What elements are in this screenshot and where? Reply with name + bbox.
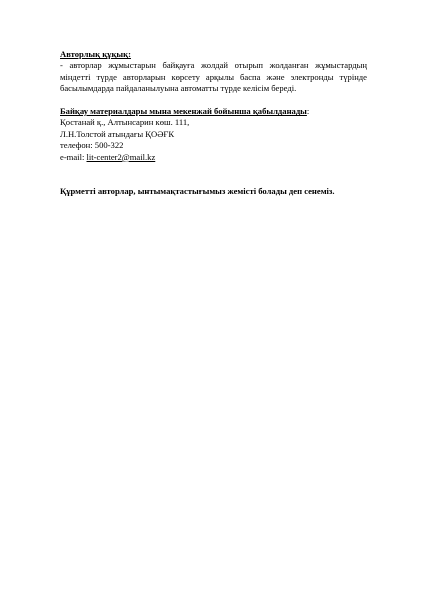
address-line-organization: Л.Н.Толстой атындағы ҚОӘҒК xyxy=(60,128,175,139)
address-email-line xyxy=(60,152,367,163)
address-line-city: Қостанай қ., Алтынсарин көш. 111, xyxy=(60,117,190,128)
address-heading: Байқау материалдары мына мекенжай бойынша қабылданады xyxy=(60,106,307,117)
copyright-body: - авторлар жұмыстарын байқауға жолдай отырып жолданған жұмыстардың міндетті түрде авторларын көрсету арқылы баспа және электронды түрінде басылымдарда пайдаланылуына автоматты түрде келісім береді. xyxy=(60,60,367,94)
email-link[interactable]: lit-center2@mail.kz xyxy=(86,151,156,162)
section-spacer xyxy=(60,95,367,106)
copyright-section xyxy=(60,49,367,95)
document-content xyxy=(60,49,367,197)
email-label: e-mail: xyxy=(60,151,87,162)
closing-statement: Құрметті авторлар, ынтымақтастығымыз жемісті болады деп сенеміз. xyxy=(60,185,335,196)
copyright-heading: Авторлық құқық: xyxy=(60,49,131,59)
address-heading-line xyxy=(60,106,367,117)
address-heading-colon: : xyxy=(306,106,310,117)
address-section xyxy=(60,106,367,163)
section-spacer xyxy=(60,163,367,186)
address-phone: телефон: 500-322 xyxy=(60,140,124,151)
